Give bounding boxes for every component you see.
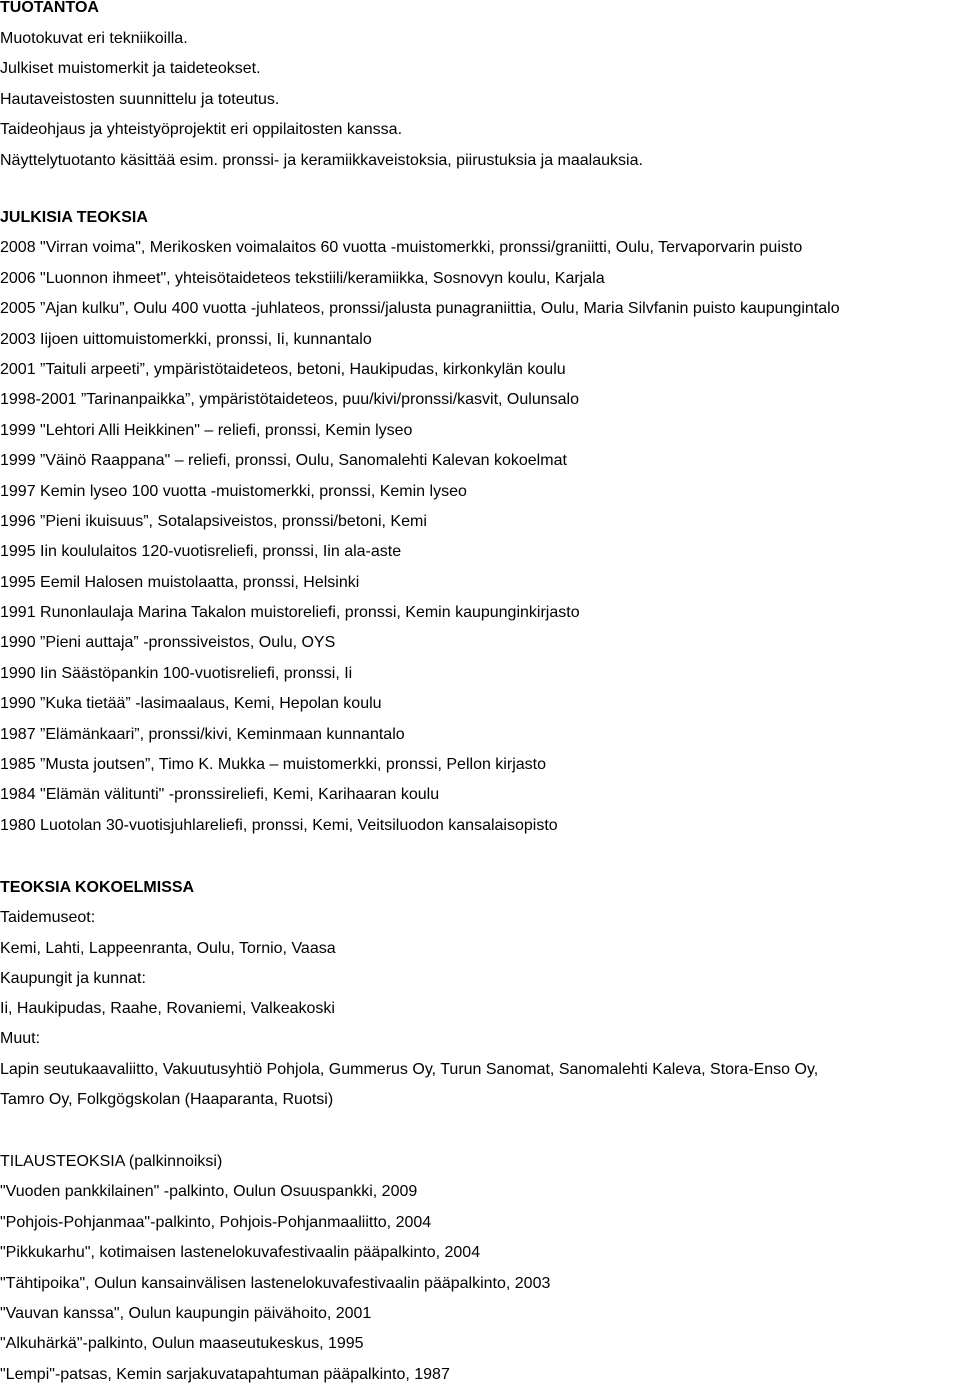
collection-list: Ii, Haukipudas, Raahe, Rovaniemi, Valkeakoski (0, 1000, 335, 1018)
collection-list: Lapin seutukaavaliitto, Vakuutusyhtiö Pohjola, Gummerus Oy, Turun Sanomat, Sanomalehti Kaleva, Stora-Enso Oy, (0, 1060, 819, 1078)
list-item: 1990 ”Kuka tietää” -lasimaalaus, Kemi, Hepolan koulu (0, 695, 382, 713)
list-item: 2008 "Virran voima", Merikosken voimalaitos 60 vuotta -muistomerkki, pronssi/graniitti, Oulu, Tervaporvarin puisto (0, 239, 803, 257)
text-line: Julkiset muistomerkit ja taideteokset. (0, 60, 261, 77)
heading-teoksia-kokoelmissa: TEOKSIA KOKOELMISSA (0, 879, 195, 896)
list-item: "Alkuhärkä"-palkinto, Oulun maaseutukeskus, 1995 (0, 1335, 364, 1353)
heading-julkisia-teoksia: JULKISIA TEOKSIA (0, 209, 148, 226)
list-item: 1995 Iin koululaitos 120-vuotisreliefi, pronssi, Iin ala-aste (0, 543, 402, 561)
text-line: Hautaveistosten suunnittelu ja toteutus. (0, 90, 280, 108)
list-item: 1980 Luotolan 30-vuotisjuhlareliefi, pronssi, Kemi, Veitsiluodon kansalaisopisto (0, 816, 558, 834)
list-item: "Pikkukarhu", kotimaisen lastenelokuvafestivaalin pääpalkinto, 2004 (0, 1244, 481, 1262)
list-item: "Lempi"-patsas, Kemin sarjakuvatapahtuman pääpalkinto, 1987 (0, 1365, 450, 1383)
heading-tuotantoa: TUOTANTOA (0, 0, 99, 16)
section-tuotantoa (0, 0, 643, 176)
list-item: 1990 Iin Säästöpankin 100-vuotisreliefi, pronssi, Ii (0, 664, 353, 682)
collection-category-label: Kaupungit ja kunnat: (0, 969, 146, 987)
text-line: Taideohjaus ja yhteistyöprojektit eri oppilaitosten kanssa. (0, 121, 403, 138)
heading-tilausteoksia: TILAUSTEOKSIA (palkinnoiksi) (0, 1153, 223, 1170)
collection-list: Tamro Oy, Folkgögskolan (Haaparanta, Ruotsi) (0, 1091, 334, 1109)
list-item: 1987 ”Elämänkaari”, pronssi/kivi, Keminmaan kunnantalo (0, 725, 405, 743)
text-line: Muotokuvat eri tekniikoilla. (0, 29, 188, 47)
collection-list: Kemi, Lahti, Lappeenranta, Oulu, Tornio, Vaasa (0, 939, 336, 957)
list-item: "Tähtipoika", Oulun kansainvälisen lastenelokuvafestivaalin pääpalkinto, 2003 (0, 1274, 551, 1292)
list-item: 1985 ”Musta joutsen”, Timo K. Mukka – muistomerkki, pronssi, Pellon kirjasto (0, 756, 546, 774)
list-item: 1984 "Elämän välitunti" -pronssireliefi, Kemi, Karihaaran koulu (0, 786, 440, 804)
list-item: 1999 "Lehtori Alli Heikkinen" – reliefi, pronssi, Kemin lyseo (0, 421, 413, 439)
list-item: 1995 Eemil Halosen muistolaatta, pronssi, Helsinki (0, 573, 360, 591)
list-item: 1996 ”Pieni ikuisuus”, Sotalapsiveistos, pronssi/betoni, Kemi (0, 512, 427, 530)
section-tilausteoksia (0, 1147, 550, 1390)
list-item: 2006 "Luonnon ihmeet", yhteisötaideteos tekstiili/keramiikka, Sosnovyn koulu, Karjala (0, 269, 605, 287)
list-item: 1997 Kemin lyseo 100 vuotta -muistomerkki, pronssi, Kemin lyseo (0, 482, 467, 500)
collection-category-label: Taidemuseot: (0, 909, 96, 927)
list-item: 1998-2001 ”Tarinanpaikka”, ympäristötaideteos, puu/kivi/pronssi/kasvit, Oulunsalo (0, 391, 579, 409)
list-item: 2001 ”Taituli arpeeti”, ympäristötaideteos, betoni, Haukipudas, kirkonkylän koulu (0, 360, 566, 378)
list-item: "Pohjois-Pohjanmaa"-palkinto, Pohjois-Pohjanmaaliitto, 2004 (0, 1213, 432, 1231)
list-item: "Vauvan kanssa", Oulun kaupungin päivähoito, 2001 (0, 1304, 372, 1322)
list-item: 1999 ”Väinö Raappana" – reliefi, pronssi, Oulu, Sanomalehti Kalevan kokoelmat (0, 452, 567, 470)
list-item: "Vuoden pankkilainen" -palkinto, Oulun Osuuspankki, 2009 (0, 1183, 418, 1201)
list-item: 2005 ”Ajan kulku”, Oulu 400 vuotta -juhlateos, pronssi/jalusta punagraniittia, Oulu, Maria Silvfanin puisto kaupungintalo (0, 300, 840, 318)
list-item: 1990 ”Pieni auttaja” -pronssiveistos, Oulu, OYS (0, 634, 336, 652)
section-teoksia-kokoelmissa (0, 873, 818, 1115)
collection-category-label: Muut: (0, 1030, 41, 1048)
text-line: Näyttelytuotanto käsittää esim. pronssi- ja keramiikkaveistoksia, piirustuksia ja maalauksia. (0, 151, 643, 169)
list-item: 1991 Runonlaulaja Marina Takalon muistoreliefi, pronssi, Kemin kaupunginkirjasto (0, 604, 580, 622)
section-julkisia-teoksia (0, 203, 840, 841)
list-item: 2003 Iijoen uittomuistomerkki, pronssi, Ii, kunnantalo (0, 330, 372, 348)
